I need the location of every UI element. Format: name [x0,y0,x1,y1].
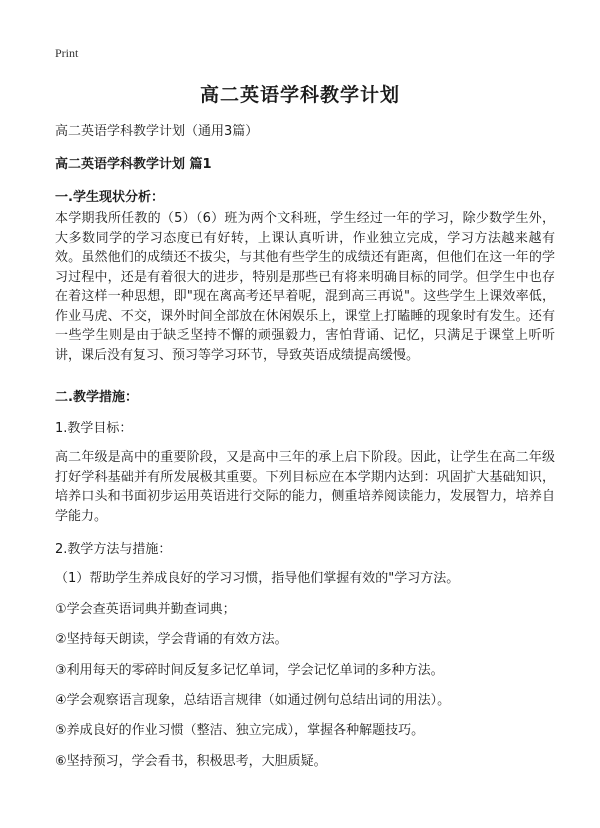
list-item: ①学会查英语词典并勤查词典； [55,602,236,617]
doc-subtitle: 高二英语学科教学计划（通用3篇） [55,124,259,139]
list-item: ⑥坚持预习，学会看书，积极思考，大胆质疑。 [55,754,327,769]
goal-heading: 1.教学目标： [55,421,133,436]
list-item: ②坚持每天朗读，学会背诵的有效方法。 [55,632,288,647]
method-heading: 2.教学方法与措施： [55,542,172,557]
list-item: ④学会观察语言现象，总结语言规律（如通过例句总结出词的用法）。 [55,693,451,708]
print-link[interactable]: Print [55,46,79,60]
goal-paragraph: 高二年级是高中的重要阶段，又是高中三年的承上启下阶段。因此，让学生在高二年级打好学科基础并有所发展极其重要。下列目标应在本学期内达到：巩固扩大基础知识，培养口头和书面初步运用英语进行交际的能力，侧重培养阅读能力，发展智力，培养自学能力。 [55,450,555,524]
section2-heading: 二.教学措施： [55,390,138,405]
page-title: 高二英语学科教学计划 [199,84,400,106]
part-title: 高二英语学科教学计划 篇1 [55,157,212,172]
list-item: ⑤养成良好的作业习惯（整洁、独立完成），掌握各种解题技巧。 [55,723,425,738]
section1-paragraph: 本学期我所任教的（5）（6）班为两个文科班，学生经过一年的学习，除少数学生外，大多数同学的学习态度已有好转，上课认真听讲，作业独立完成，学习方法越来越有效。虽然他们的成绩还不拔尖，与其他有些学生的成绩还有距离，但他们在这一年的学习过程中，还是有着很大的进步，特别是那些已有将来明确目标的同学。但学生中也存在着这样一种思想，即"现在离高考还早着呢，混到高三再说"。这些学生上课效率低，作业马虎、不交，课外时间全部放在休闲娱乐上，课堂上打瞌睡的现象时有发生。还有一些学生则是由于缺乏坚持不懈的顽强毅力，害怕背诵、记忆，只满足于课堂上听听讲，课后没有复习、预习等学习环节，导致英语成绩提高缓慢。 [55,211,555,363]
list-item: ③利用每天的零碎时间反复多记忆单词，学会记忆单词的多种方法。 [55,663,444,678]
method-subheading: （1）帮助学生养成良好的学习习惯，指导他们掌握有效的"学习方法。 [55,571,460,586]
section1-heading: 一.学生现状分析： [55,190,164,205]
